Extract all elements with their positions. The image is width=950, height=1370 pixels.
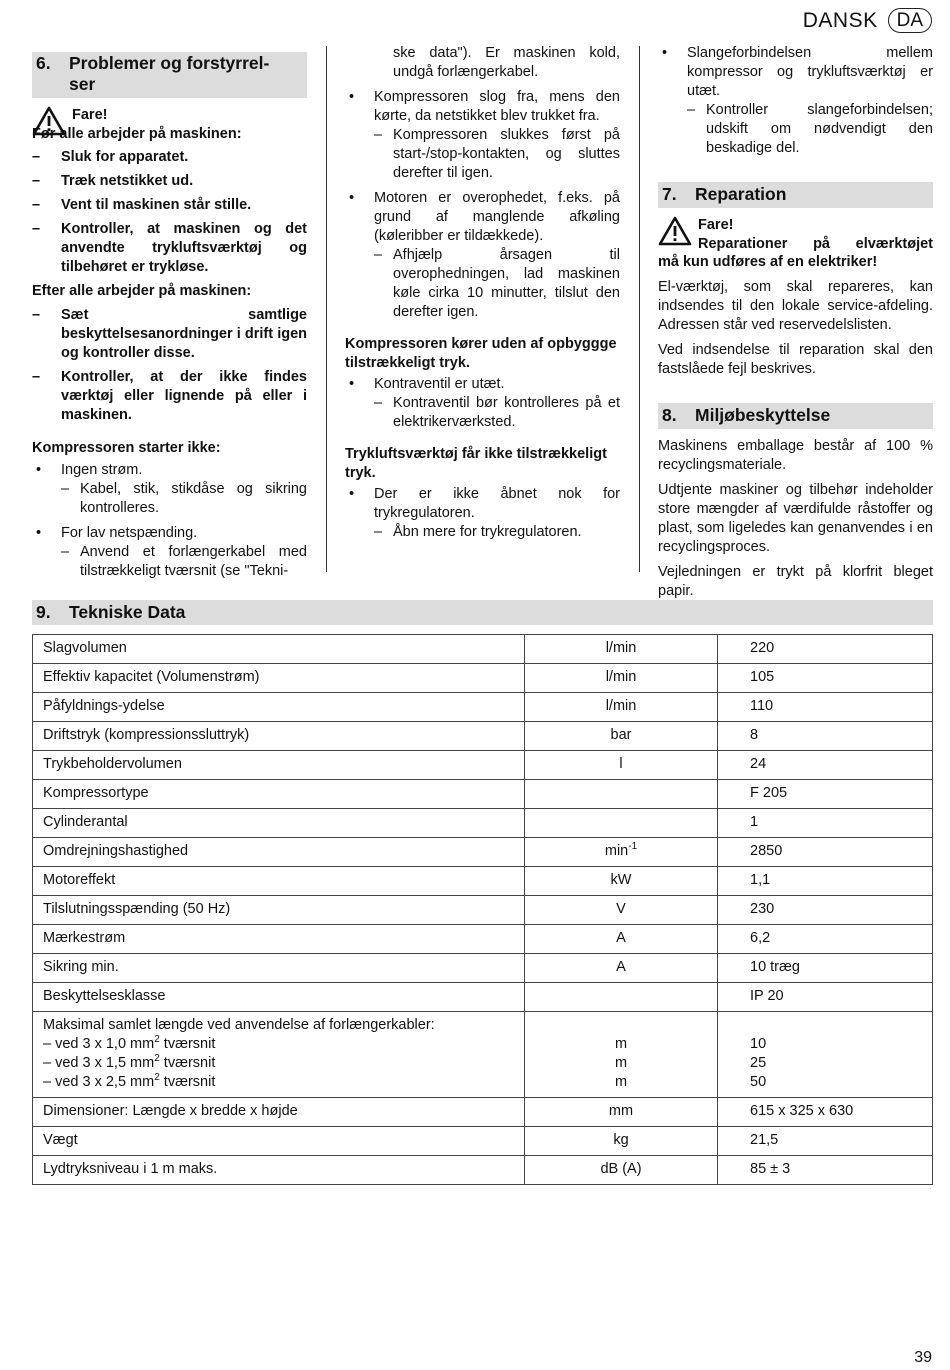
list-subitem: ske data"). Er maskinen kold, undgå forlængerkabel. [393, 45, 620, 80]
table-row [33, 1127, 933, 1156]
section-heading-technical-data: 9. Tekniske Data [32, 600, 933, 625]
table-row [33, 838, 933, 867]
warning-block [32, 106, 307, 144]
spec-label: Beskyttelsesklasse [33, 983, 525, 1012]
paragraph: Maskinens emballage består af 100 % recyclingsmateriale. [658, 438, 933, 473]
warning-block [658, 216, 933, 254]
list-item: – Sluk for apparatet. [32, 149, 189, 165]
list-subitem: – Kompressoren slukkes først på start-/stop-kontakten, og sluttes derefter til igen. [374, 127, 620, 181]
spec-value: 6,2 [718, 925, 933, 954]
list-item: – Sæt samtlige beskyttelsesanordninger i drift igen og kontroller disse. [32, 307, 307, 361]
spec-unit: A [525, 925, 718, 954]
spec-value: 230 [718, 896, 933, 925]
spec-value: 10 træg [718, 954, 933, 983]
table-row [33, 722, 933, 751]
spec-label: Mærkestrøm [33, 925, 525, 954]
spec-unit: l/min [525, 664, 718, 693]
paragraph: El-værktøj, som skal repareres, kan indsendes til den lokale service-afdeling. Adressen står ved reservedelslisten. [658, 279, 933, 333]
list-item: – Kontroller, at maskinen og det anvendte trykluftsværktøj og tilbehøret er trykløse. [32, 221, 307, 275]
table-row [33, 1098, 933, 1127]
list-subitem: – Kontroller slangeforbindelsen; udskift om nødvendigt den beskadige del. [687, 102, 933, 156]
warning-triangle-icon [658, 216, 692, 246]
list-item: – Kontroller, at der ikke findes værktøj eller lignende på eller i maskinen. [32, 369, 307, 423]
list-subitem: – Kabel, stik, stikdåse og sikring kontrolleres. [61, 481, 307, 516]
table-row [33, 780, 933, 809]
spec-unit: kg [525, 1127, 718, 1156]
spec-value: 85 ± 3 [718, 1156, 933, 1185]
spec-unit: m m m [525, 1012, 718, 1098]
warning-title: Fare! [698, 217, 734, 233]
list-item: • Motoren er overophedet, f.eks. på grund af manglende afkøling (køleribber er tildækkede). [349, 190, 620, 244]
table-row [33, 1156, 933, 1185]
spec-value: 615 x 325 x 630 [718, 1098, 933, 1127]
list-subitem: – Åbn mere for trykregulatoren. [374, 524, 582, 540]
spec-unit [525, 809, 718, 838]
table-row [33, 809, 933, 838]
technical-data-table [32, 634, 933, 1185]
spec-unit: bar [525, 722, 718, 751]
spec-value: 2850 [718, 838, 933, 867]
paragraph: Ved indsendelse til reparation skal den fastslåede fejl beskrives. [658, 342, 933, 377]
spec-label: Kompressortype [33, 780, 525, 809]
list-item: • Kontraventil er utæt. [349, 376, 505, 392]
list-item: – Vent til maskinen står stille. [32, 197, 252, 213]
spec-label: Tilslutningsspænding (50 Hz) [33, 896, 525, 925]
section-heading-repair: 7. Reparation [658, 182, 933, 208]
warning-text: må kun udføres af en elektriker! [658, 254, 878, 270]
list-item: • Ingen strøm. [36, 462, 143, 478]
spec-label: Effektiv kapacitet (Volumenstrøm) [33, 664, 525, 693]
list-subitem: – Anvend et forlængerkabel med tilstrækkeligt tværsnit (se "Tekni- [61, 544, 307, 579]
spec-unit: dB (A) [525, 1156, 718, 1185]
spec-value: 24 [718, 751, 933, 780]
list-subitem: – Kontraventil bør kontrolleres på et elektrikerværksted. [374, 395, 620, 430]
language-name: DANSK [802, 9, 878, 32]
spec-label: Driftstryk (kompressionssluttryk) [33, 722, 525, 751]
list-item: • Kompressoren slog fra, mens den kørte, da netstikket blev trukket fra. [349, 89, 620, 124]
spec-value: IP 20 [718, 983, 933, 1012]
spec-label: Cylinderantal [33, 809, 525, 838]
list-item: • Der er ikke åbnet nok for trykregulatoren. [349, 486, 620, 521]
spec-label: Lydtryksniveau i 1 m maks. [33, 1156, 525, 1185]
spec-label: Dimensioner: Længde x bredde x højde [33, 1098, 525, 1127]
table-row [33, 896, 933, 925]
table-row [33, 954, 933, 983]
table-row [33, 635, 933, 664]
spec-label: Vægt [33, 1127, 525, 1156]
after-heading: Efter alle arbejder på maskinen: [32, 283, 252, 299]
spec-label: Sikring min. [33, 954, 525, 983]
table-row [33, 925, 933, 954]
spec-unit [525, 983, 718, 1012]
list-item: – Træk netstikket ud. [32, 173, 194, 189]
spec-value: 1,1 [718, 867, 933, 896]
list-item: • For lav netspænding. [36, 525, 198, 541]
warning-text: Reparationer på elværktøjet [698, 236, 933, 252]
spec-value: 21,5 [718, 1127, 933, 1156]
spec-value: 110 [718, 693, 933, 722]
spec-value: 10 25 50 [718, 1012, 933, 1098]
section-heading-problems: 6. Problemer og forstyrrel- ser [32, 52, 307, 98]
spec-unit: kW [525, 867, 718, 896]
spec-unit: V [525, 896, 718, 925]
spec-value: 220 [718, 635, 933, 664]
list-subitem: – Afhjælp årsagen til overophedningen, lad maskinen køle cirka 10 minutter, tilslut den derefter igen. [374, 247, 620, 320]
spec-unit: l [525, 751, 718, 780]
spec-label: Motoreffekt [33, 867, 525, 896]
warning-title: Fare! [72, 107, 108, 123]
table-row [33, 1012, 933, 1098]
spec-value: 105 [718, 664, 933, 693]
language-indicator [803, 8, 932, 33]
table-row [33, 983, 933, 1012]
table-row [33, 751, 933, 780]
column-1 [32, 42, 307, 579]
section-heading-environment: 8. Miljøbeskyttelse [658, 403, 933, 429]
subheading: Trykluftsværktøj får ikke tilstrækkeligt tryk. [345, 446, 607, 481]
spec-label: Maksimal samlet længde ved anvendelse af forlængerkabler: – ved 3 x 1,0 $mm^2$ tværsnit – ved 3 x 1,5 $mm^2$ tværsnit – ved 3 x 2,5 $mm^2$ tværsnit [33, 1012, 525, 1098]
subheading: Kompressoren kører uden af opbyggge tilstrækkeligt tryk. [345, 336, 617, 371]
table-row [33, 693, 933, 722]
column-divider [326, 46, 327, 572]
spec-label: Påfyldnings-ydelse [33, 693, 525, 722]
subheading: Kompressoren starter ikke: [32, 440, 221, 456]
spec-label: Trykbeholdervolumen [33, 751, 525, 780]
spec-value: F 205 [718, 780, 933, 809]
spec-value: 1 [718, 809, 933, 838]
spec-unit: l/min [525, 693, 718, 722]
spec-unit: $\min^{-1}$ [525, 838, 718, 867]
spec-unit: mm [525, 1098, 718, 1127]
language-code-badge: DA [888, 8, 932, 33]
spec-label: Omdrejningshastighed [33, 838, 525, 867]
page-number: 39 [914, 1349, 932, 1366]
table-row [33, 664, 933, 693]
column-divider [639, 46, 640, 572]
table-row [33, 867, 933, 896]
list-item: • Slangeforbindelsen mellem kompressor og trykluftsværktøj er utæt. [662, 45, 933, 99]
spec-label: Slagvolumen [33, 635, 525, 664]
paragraph: Udtjente maskiner og tilbehør indeholder store mængder af værdifulde råstoffer og plast, som ligeledes kan genanvendes i en recyclingsproces. [658, 482, 933, 555]
column-3 [658, 42, 933, 599]
spec-unit [525, 780, 718, 809]
spec-unit: l/min [525, 635, 718, 664]
column-2 [345, 42, 620, 574]
spec-value: 8 [718, 722, 933, 751]
spec-unit: A [525, 954, 718, 983]
paragraph: Vejledningen er trykt på klorfrit bleget papir. [658, 564, 933, 599]
warning-text: Før alle arbejder på maskinen: [32, 126, 242, 142]
